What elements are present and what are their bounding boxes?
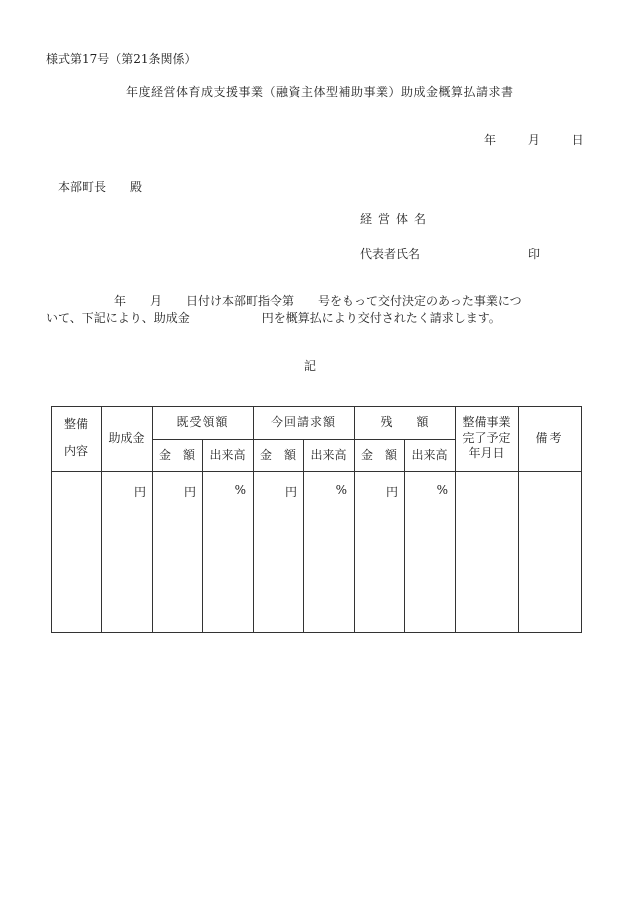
unit-received-yen: 円: [183, 485, 196, 499]
unit-remaining-percent: %: [436, 483, 448, 497]
org-name-label: 経営体名: [360, 212, 433, 226]
body-line-1: 年 月 日付け本部町指令第 号をもって交付決定のあった事業につ: [114, 294, 522, 308]
subheader-current-progress: 出来高: [310, 448, 347, 463]
subheader-received-progress: 出来高: [209, 448, 246, 463]
ki-marker: 記: [304, 359, 317, 373]
header-current-request: 今回請求額: [270, 415, 336, 430]
date-day-label: 日: [571, 133, 584, 147]
subheader-received-amount: 金 額: [158, 448, 195, 463]
form-number: 様式第17号（第21条関係）: [46, 52, 197, 66]
header-remaining: 残 額: [380, 415, 429, 430]
body-line-2: いて、下記により、助成金 円を概算払により交付されたく請求します。: [46, 311, 501, 325]
subheader-remaining-amount: 金 額: [360, 448, 397, 463]
header-subsidy: 助成金: [108, 431, 145, 446]
unit-current-percent: %: [335, 483, 347, 497]
representative-label: 代表者氏名: [360, 247, 421, 261]
date-line: [484, 134, 584, 146]
date-year-label: 年: [484, 133, 497, 147]
unit-current-yen: 円: [284, 485, 297, 499]
request-body: [46, 293, 522, 327]
subheader-current-amount: 金 額: [259, 448, 296, 463]
document-title: 年度経営体育成支援事業（融資主体型補助事業）助成金概算払請求書: [126, 85, 514, 99]
header-completion-date: 整備事業 完了予定 年月日: [462, 415, 511, 461]
representative-line: [360, 248, 540, 260]
header-received: 既受領額: [176, 415, 229, 430]
seal-mark: 印: [528, 247, 541, 261]
addressee: 本部町長 殿: [58, 180, 143, 194]
unit-remaining-yen: 円: [385, 485, 398, 499]
header-remarks: 備考: [535, 431, 564, 446]
unit-subsidy-yen: 円: [133, 485, 146, 499]
header-item-content: 整備 内容: [63, 416, 88, 459]
date-month-label: 月: [527, 133, 540, 147]
request-table: [51, 406, 582, 633]
unit-received-percent: %: [234, 483, 246, 497]
subheader-remaining-progress: 出来高: [411, 448, 448, 463]
